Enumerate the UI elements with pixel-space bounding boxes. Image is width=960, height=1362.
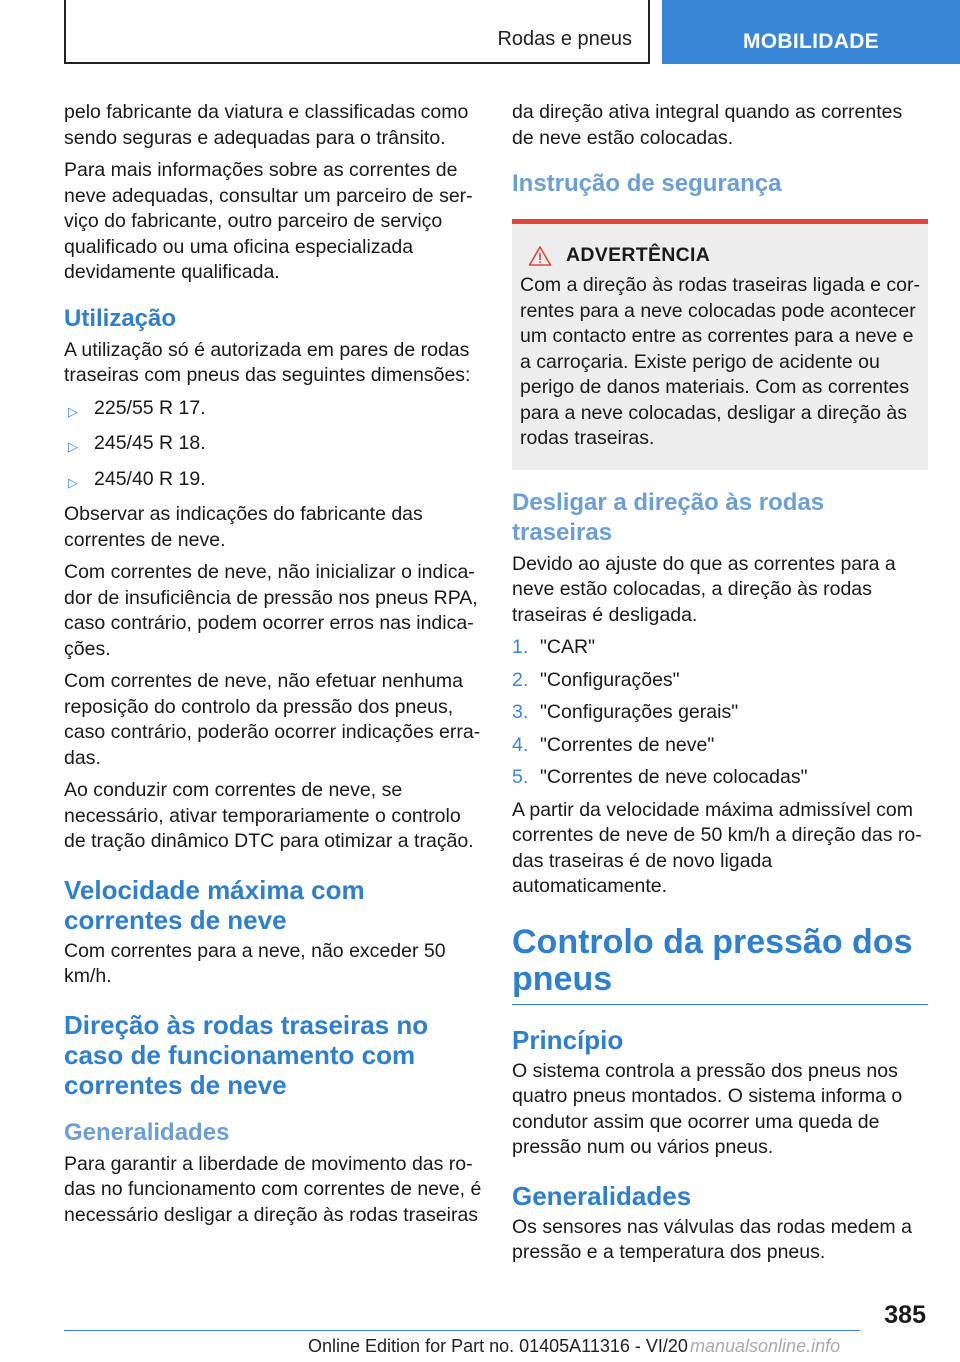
warning-triangle-icon (528, 245, 552, 267)
list-item: 5. "Correntes de neve colocadas" (512, 766, 808, 788)
paragraph: Para garantir a liberdade de movimento das rodas no funcionamento com correntes de neve, é necessário desligar a direção às rodas traseiras (64, 1152, 482, 1226)
warning-text: Com a direção às rodas traseiras ligada e correntes para a neve colocadas pode acontecer um contacto entre as correntes para a neve e a carroçaria. Existe perigo de acidente ou perigo de danos materiais. Com as correntes para a neve colocadas, desligar a direção às rodas traseiras. (520, 274, 920, 449)
paragraph: Com correntes de neve, não efetuar nenhuma reposição do controlo da pressão dos pneus, caso contrário, poderão ocorrer indicações erradas. (64, 670, 481, 769)
heading-generalidades: Generalidades (512, 1180, 692, 1211)
list-item: ▷ 245/45 R 18. (64, 431, 482, 460)
steps-list (512, 635, 928, 791)
triangle-bullet-icon: ▷ (68, 439, 78, 454)
heading-principio: Princípio (512, 1024, 624, 1055)
paragraph: A partir da velocidade máxima admissível com correntes de neve de 50 km/h a direção das rodas traseiras é de novo ligada automaticamente. (512, 798, 922, 897)
list-item: ▷ 225/55 R 17. (64, 396, 482, 425)
paragraph: pelo fabricante da viatura e classificadas como sendo seguras e adequadas para o trânsito. (64, 101, 469, 149)
list-item: 4. "Correntes de neve" (512, 733, 715, 756)
heading-instrucao: Instrução de segurança (512, 170, 782, 197)
paragraph: Com correntes de neve, não inicializar o indicador de insuficiência de pressão nos pneus RPA, caso contrário, podem ocorrer erros nas indicações. (64, 561, 478, 660)
paragraph: da direção ativa integral quando as correntes de neve estão colocadas. (512, 101, 903, 149)
tire-size-list (64, 396, 482, 496)
paragraph: Ao conduzir com correntes de neve, se necessário, ativar temporariamente o controlo de tração dinâmico DTC para otimizar a tração. (64, 779, 474, 852)
list-item: 2. "Configurações" (512, 668, 680, 691)
warning-header (520, 244, 920, 267)
heading-generalidades: Generalidades (64, 1118, 230, 1146)
paragraph: Para mais informações sobre as correntes de neve adequadas, consultar um parceiro de serviço do fabricante, outro parceiro de serviço qualificado ou uma oficina especializada devidamente qualificada. (64, 159, 473, 283)
paragraph: Os sensores nas válvulas das rodas medem a pressão e a temperatura dos pneus. (512, 1215, 912, 1263)
triangle-bullet-icon: ▷ (68, 403, 78, 419)
right-column (512, 100, 928, 1273)
paragraph: Com correntes para a neve, não exceder 50 km/h. (64, 939, 446, 987)
heading-velocidade: Velocidade máxima com correntes de neve (64, 874, 365, 935)
paragraph: O sistema controla a pressão dos pneus nos quatro pneus montados. O sistema informa o condutor assim que ocorrer uma queda de pressão num ou vários pneus. (512, 1059, 903, 1158)
list-item: ▷ 245/40 R 19. (64, 467, 482, 496)
paragraph: Devido ao ajuste do que as correntes para a neve estão colocadas, a direção às rodas traseiras é desligada. (512, 552, 896, 626)
footer-divider (64, 1330, 860, 1331)
paragraph: Observar as indicações do fabricante das correntes de neve. (64, 503, 423, 551)
list-item: 1. "CAR" (512, 636, 596, 658)
left-column (64, 100, 482, 1235)
warning-title: ADVERTÊNCIA (566, 244, 711, 266)
footer-edition: Online Edition for Part no. 01405A11316 - VI/20 (308, 1336, 688, 1356)
header-section-box (64, 0, 650, 64)
paragraph: A utilização só é autorizada em pares de rodas traseiras com pneus das seguintes dimensões: (64, 338, 471, 386)
warning-box (512, 219, 928, 470)
heading-direcao: Direção às rodas traseiras no caso de funcionamento com correntes de neve (64, 1009, 429, 1100)
header-section-title: Rodas e pneus (497, 28, 632, 50)
header-chapter-tab[interactable]: MOBILIDADE (662, 0, 960, 64)
heading-utilizacao: Utilização (64, 304, 177, 332)
page-header (0, 0, 960, 66)
footer-watermark: manualsonline.info (690, 1336, 841, 1356)
page-number: 385 (884, 1301, 926, 1329)
heading-controlo-pressao: Controlo da pressão dos pneus (512, 924, 928, 1005)
list-item: 3. "Configurações gerais" (512, 701, 739, 723)
heading-desligar: Desligar a direção às rodas traseiras (512, 488, 825, 546)
triangle-bullet-icon: ▷ (68, 474, 78, 490)
